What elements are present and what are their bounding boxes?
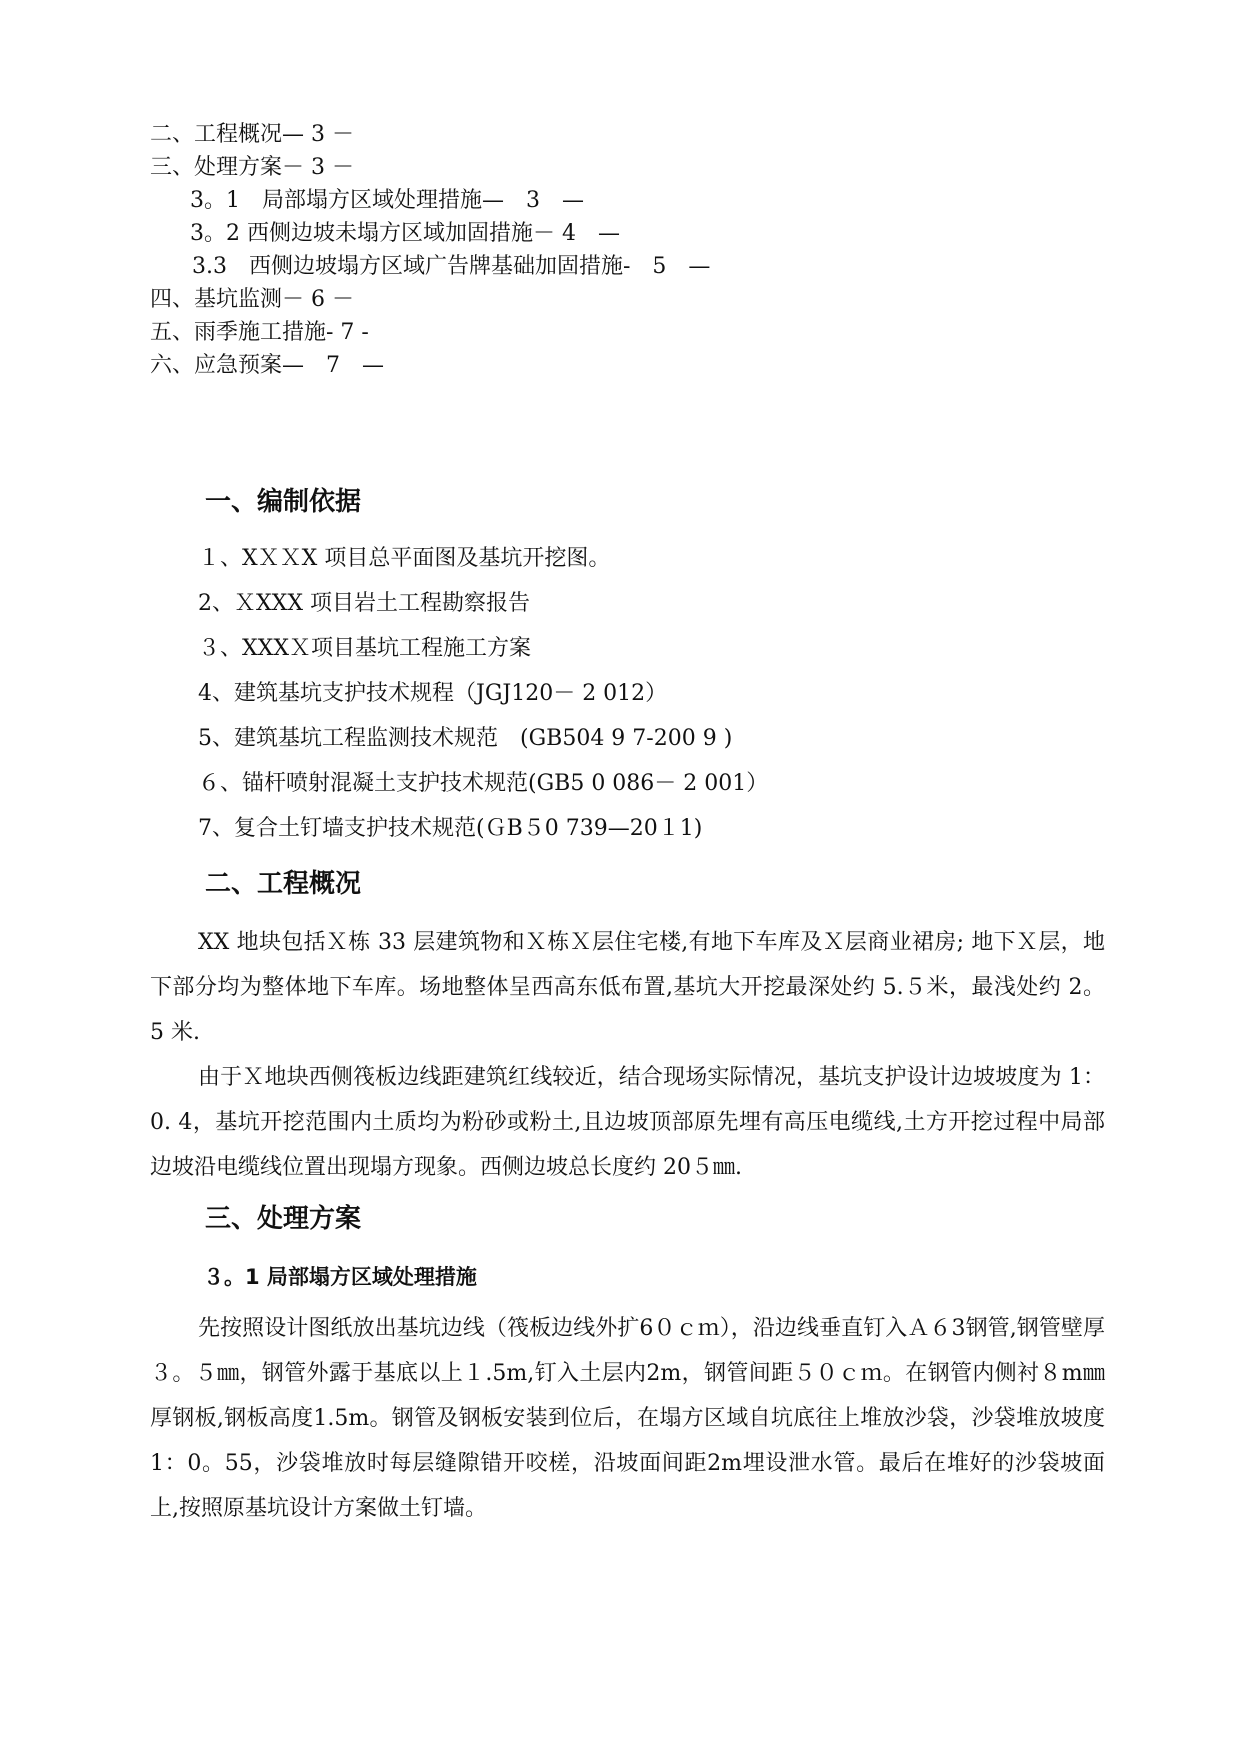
toc-item[interactable]: 三、处理方案－ 3 －: [150, 155, 354, 180]
treatment-paragraph: 先按照设计图纸放出基坑边线（筏板边线外扩6０ｃｍ），沿边线垂直钉入Ａ６3钢管,钢管壁厚３。５㎜，钢管外露于基底以上１.5m,钉入土层内2m，钢管间距５０ｃｍ。在钢管内侧衬８m㎜厚钢板,钢板高度1.5m。钢管及钢板安装到位后，在塌方区域自坑底往上堆放沙袋，沙袋堆放坡度1：0。55，沙袋堆放时每层缝隙错开咬槎，沿坡面间距2m埋设泄水管。最后在堆好的沙袋坡面上,按照原基坑设计方案做土钉墙。: [150, 1316, 1105, 1521]
toc-item[interactable]: 五、雨季施工措施- 7 -: [150, 320, 369, 345]
toc-subitem[interactable]: 3.3 西侧边坡塌方区域广告牌基础加固措施- 5 —: [192, 254, 711, 279]
reference-item: 2、ＸXXX 项目岩土工程勘察报告: [198, 591, 530, 616]
reference-item: ３、XXXＸ项目基坑工程施工方案: [198, 636, 531, 661]
overview-paragraph: XX 地块包括Ｘ栋 33 层建筑物和Ｘ栋Ｘ层住宅楼,有地下车库及Ｘ层商业裙房; 地下Ｘ层，地下部分均为整体地下车库。场地整体呈西高东低布置,基坑大开挖最深处约 5.５米，最浅处约 2。 5 米.: [150, 930, 1105, 1045]
section-heading-overview: 二、工程概况: [205, 869, 362, 899]
toc-item[interactable]: 二、工程概况— 3 －: [150, 122, 354, 147]
subsection-heading-local-collapse: ３。1 局部塌方区域处理措施: [203, 1265, 477, 1289]
reference-item: 7、复合土钉墙支护技术规范(ＧB５0 739—20１1): [198, 816, 703, 841]
reference-item: １、XＸＸX 项目总平面图及基坑开挖图。: [198, 546, 611, 571]
table-of-contents: [150, 118, 950, 382]
toc-subitem[interactable]: 3。1 局部塌方区域处理措施— 3 —: [190, 188, 584, 213]
section-heading-treatment: 三、处理方案: [205, 1204, 362, 1234]
toc-item[interactable]: 四、基坑监测－ 6 －: [150, 287, 354, 312]
reference-item: 5、建筑基坑工程监测技术规范 (GB504 9 7-200 9 ): [198, 726, 733, 751]
toc-subitem[interactable]: 3。2 西侧边坡未塌方区域加固措施－ 4 —: [190, 221, 620, 246]
section-heading-basis: 一、编制依据: [205, 487, 362, 517]
overview-paragraph: 由于Ｘ地块西侧筏板边线距建筑红线较近，结合现场实际情况，基坑支护设计边坡坡度为 1：0. 4，基坑开挖范围内土质均为粉砂或粉土,且边坡顶部原先埋有高压电缆线,土方开挖过程中局部边坡沿电缆线位置出现塌方现象。西侧边坡总长度约 20５㎜.: [150, 1065, 1105, 1180]
toc-item[interactable]: 六、应急预案— 7 —: [150, 353, 384, 378]
reference-item: ６、锚杆喷射混凝土支护技术规范(GB5 0 086－ 2 001）: [198, 771, 769, 796]
reference-item: 4、建筑基坑支护技术规程（JGJ120－ 2 012）: [198, 681, 668, 706]
